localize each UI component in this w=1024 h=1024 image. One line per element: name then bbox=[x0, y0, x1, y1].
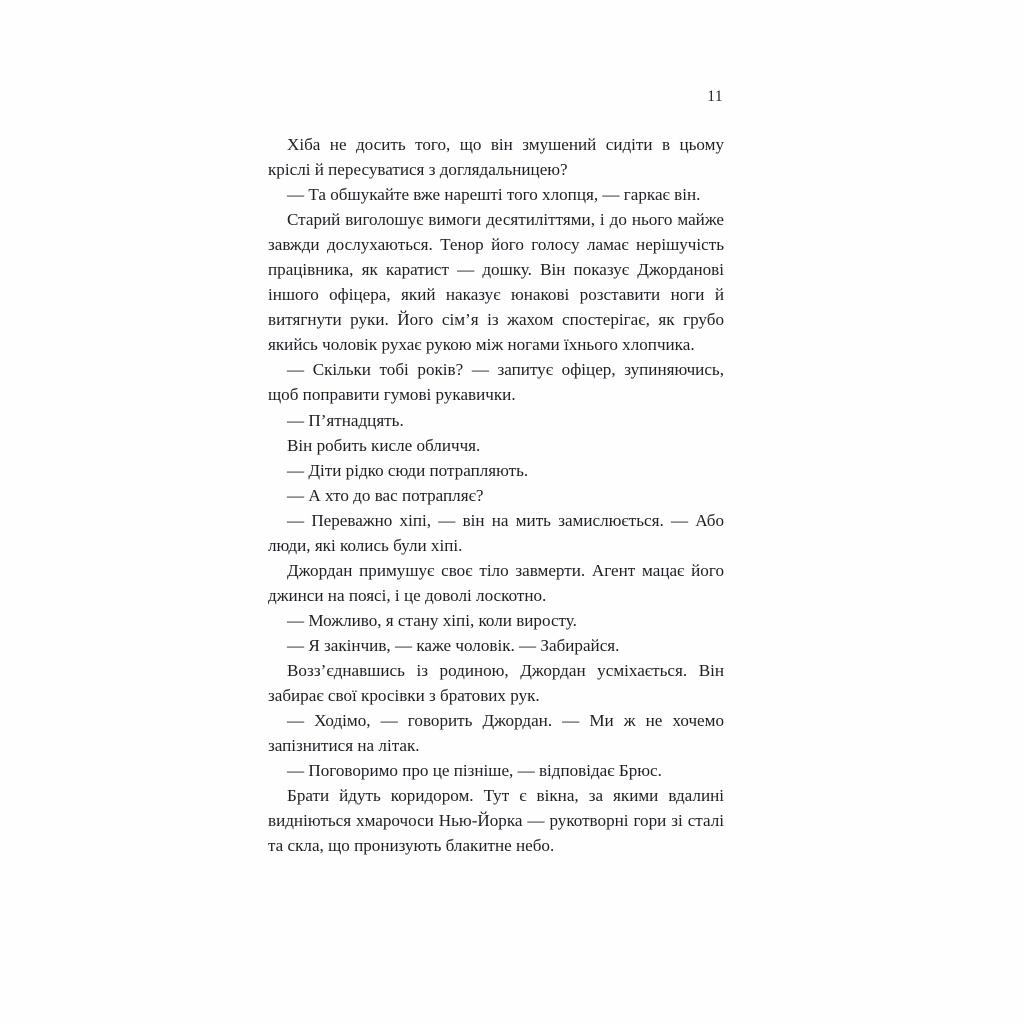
paragraph: — Та обшукайте вже нарешті того хлопця, — гаркає він. bbox=[287, 185, 701, 205]
paragraph: — Переважно хіпі, — він на мить замислюється. — Або люди, які колись були хіпі. bbox=[268, 510, 724, 555]
paragraph: Возз’єднавшись із родиною, Джордан усміхається. Він забирає свої кросівки з братових рук. bbox=[268, 660, 724, 706]
paragraph: — Я закінчив, — каже чоловік. — Забирайся. bbox=[287, 635, 620, 655]
paragraph: Джордан примушує своє тіло завмерти. Агент мацає його джинси на поясі, і це доволі лоскотно. bbox=[268, 560, 724, 605]
paragraph: — А хто до вас потрапляє? bbox=[287, 485, 484, 505]
paragraph: Брати йдуть коридором. Тут є вікна, за якими вдалині видніються хмарочоси Нью-Йорка — рукотворні гори зі сталі та скла, що пронизують блакитне небо. bbox=[268, 786, 724, 856]
paragraph: — Ходімо, — говорить Джордан. — Ми ж не хочемо запізнитися на літак. bbox=[268, 711, 724, 756]
paragraph: Старий виголошує вимоги десятиліттями, і до нього майже завжди дослухаються. Тенор його голосу ламає нерішучість працівника, як каратист — дошку. Він показує Джорданові іншого офіцера, який наказує юнакові розставити ноги й витягнути руки. Його сім’я із жахом спостерігає, як грубо якийсь чоловік рухає рукою між ногами їхнього хлопчика. bbox=[268, 210, 724, 355]
paragraph: — П’ятнадцять. bbox=[287, 410, 404, 430]
body-text-block bbox=[268, 132, 724, 858]
paragraph: — Поговоримо про це пізніше, — відповідає Брюс. bbox=[287, 761, 662, 781]
paragraph: — Скільки тобі років? — запитує офіцер, зупиняючись, щоб поправити гумові рукавички. bbox=[268, 360, 724, 405]
paragraph: — Можливо, я стану хіпі, коли виросту. bbox=[287, 610, 577, 630]
page-number: 11 bbox=[707, 88, 723, 105]
paragraph: Він робить кисле обличчя. bbox=[287, 435, 481, 455]
paragraph: — Діти рідко сюди потрапляють. bbox=[287, 460, 529, 480]
paragraph: Хіба не досить того, що він змушений сидіти в цьому кріслі й пересуватися з доглядальницею? bbox=[268, 135, 724, 180]
